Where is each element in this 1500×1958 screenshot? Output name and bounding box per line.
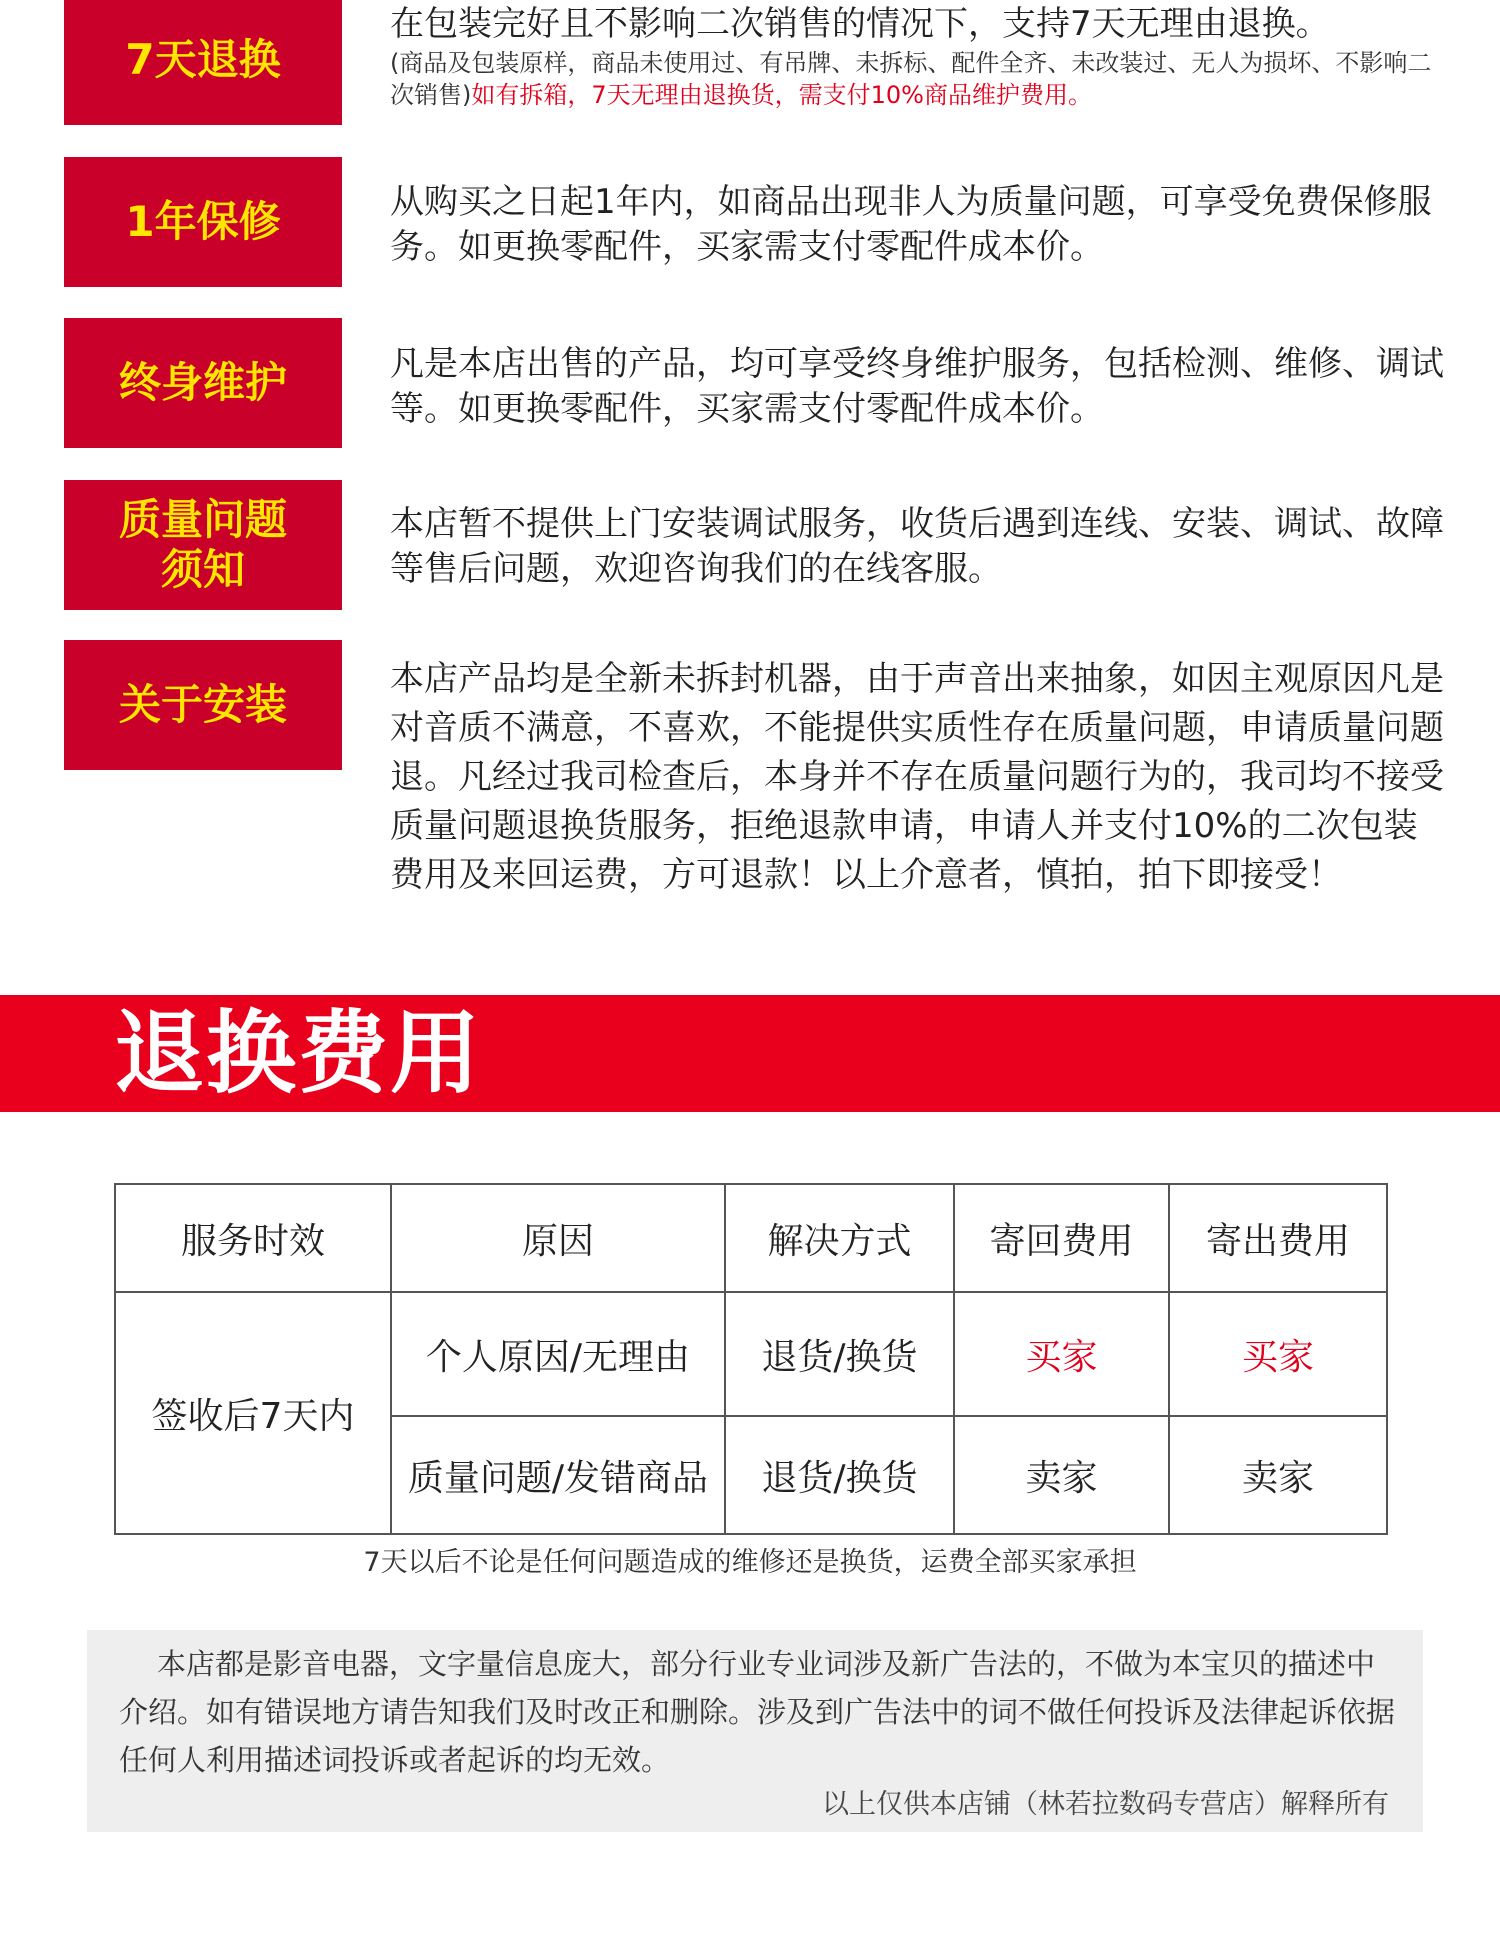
header-reason: 原因 [391, 1184, 725, 1292]
policy-main-text: 本店产品均是全新未拆封机器，由于声音出来抽象，如因主观原因凡是对音质不满意，不喜欢，不能提供实质性存在质量问题，申请质量问题退。凡经过我司检查后，本身并不存在质量问题行为的，我司均不接受质量问题退换货服务，拒绝退款申请，申请人并支付10%的二次包装费用及来回运费，方可退款！以上介意者，慎拍，拍下即接受！ [390, 659, 1444, 895]
cell-return-fee: 卖家 [954, 1416, 1169, 1534]
policy-text-lifetime-maintenance [390, 342, 1450, 432]
policy-badge-1year-warranty [64, 157, 342, 287]
header-solution: 解决方式 [725, 1184, 954, 1292]
policy-badge-7day-return [64, 0, 342, 125]
policy-text-installation [390, 655, 1450, 900]
policy-note-warning: 如有拆箱，7天无理由退换货，需支付10%商品维护费用。 [471, 81, 1092, 109]
policy-badge-label: 关于安装 [118, 680, 287, 729]
cell-period: 签收后7天内 [115, 1292, 391, 1534]
policy-badge-lifetime-maintenance [64, 318, 342, 448]
cell-send-fee: 买家 [1169, 1292, 1387, 1416]
policy-main-text: 从购买之日起1年内，如商品出现非人为质量问题，可享受免费保修服务。如更换零配件，买家需支付零配件成本价。 [390, 182, 1432, 267]
policy-badge-installation [64, 640, 342, 770]
cell-solution: 退货/换货 [725, 1416, 954, 1534]
cell-solution: 退货/换货 [725, 1292, 954, 1416]
policy-badge-label: 终身维护 [118, 358, 287, 407]
cell-send-fee: 卖家 [1169, 1416, 1387, 1534]
header-send-fee: 寄出费用 [1169, 1184, 1387, 1292]
policy-main-text: 凡是本店出售的产品，均可享受终身维护服务，包括检测、维修、调试等。如更换零配件，买家需支付零配件成本价。 [390, 344, 1444, 429]
policy-badge-label: 1年保修 [125, 197, 281, 246]
policy-text-quality-notice [390, 502, 1450, 592]
policy-badge-quality-notice [64, 480, 342, 610]
policy-badge-label: 质量问题 须知 [118, 495, 287, 594]
fee-section-title: 退换费用 [114, 1001, 482, 1106]
cell-return-fee: 买家 [954, 1292, 1169, 1416]
policy-note-conditions: (商品及包装原样，商品未使用过、有吊牌、未拆标、配件全齐、未改装过、无人为损坏、不影响二次销售) [390, 49, 1432, 109]
disclaimer-box [87, 1630, 1423, 1832]
fee-footnote: 7天以后不论是任何问题造成的维修还是换货，运费全部买家承担 [363, 1547, 1137, 1578]
policy-text-1year-warranty [390, 180, 1450, 270]
fee-table [114, 1183, 1388, 1535]
table-row [115, 1292, 1387, 1416]
disclaimer-text: 本店都是影音电器，文字量信息庞大，部分行业专业词涉及新广告法的，不做为本宝贝的描述中介绍。如有错误地方请告知我们及时改正和删除。涉及到广告法中的词不做任何投诉及法律起诉依据任何人利用描述词投诉或者起诉的均无效。 [119, 1647, 1396, 1777]
cell-reason: 个人原因/无理由 [391, 1292, 725, 1416]
policy-note [390, 47, 1450, 111]
fee-section-banner [0, 995, 1500, 1112]
policy-main-text: 本店暂不提供上门安装调试服务，收货后遇到连线、安装、调试、故障等售后问题，欢迎咨询我们的在线客服。 [390, 504, 1444, 589]
header-return-fee: 寄回费用 [954, 1184, 1169, 1292]
policy-badge-label: 7天退换 [125, 35, 281, 84]
cell-reason: 质量问题/发错商品 [391, 1416, 725, 1534]
header-service-period: 服务时效 [115, 1184, 391, 1292]
policy-main-text: 在包装完好且不影响二次销售的情况下，支持7天无理由退换。 [390, 4, 1330, 44]
policy-text-7day-return [390, 2, 1450, 111]
fee-table-header-row [115, 1184, 1387, 1292]
disclaimer-signature: 以上仅供本店铺（林若拉数码专营店）解释所有 [822, 1789, 1389, 1820]
